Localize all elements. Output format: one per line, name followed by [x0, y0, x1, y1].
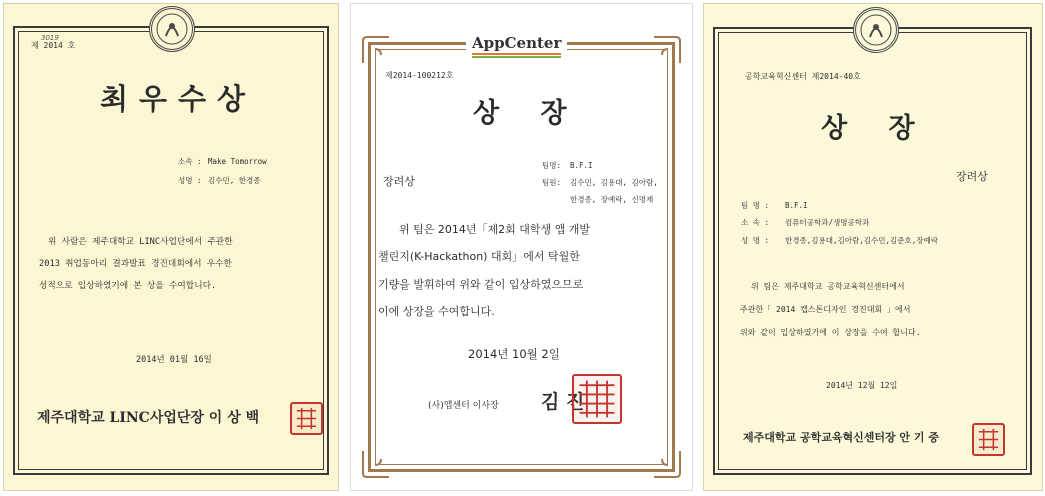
- serial-number: 공학교육혁신센터 제2014-40호: [745, 72, 861, 81]
- award-date: 2014년 12월 12일: [826, 381, 898, 390]
- name-value: 한경종,김용대,김아람,김수민,김준호,장예락: [785, 236, 938, 245]
- official-seal-stamp: [972, 423, 1005, 456]
- issuer-signature: 제주대학교 LINC사업단장 이 상 백: [37, 410, 260, 426]
- affiliation-label: 소 속 :: [741, 218, 770, 227]
- members-value: 김수민, 김용대, 김아람,: [570, 178, 658, 187]
- members-value: 한경종, 장예락, 신명재: [570, 195, 654, 204]
- serial-number: 제 2014 호: [31, 41, 76, 50]
- name-label: 성명 :: [178, 176, 202, 185]
- name-value: 김수민, 한경종: [208, 176, 261, 185]
- certificate-title: 상 장: [473, 98, 583, 129]
- serial-handwritten: 3019: [41, 34, 59, 42]
- body-line: 성적으로 입상하였기에 본 상을 수여합니다.: [39, 281, 217, 291]
- logo-underline-green: [472, 56, 561, 58]
- award-date: 2014년 10월 2일: [468, 347, 560, 361]
- serial-number: 제2014-100212호: [385, 71, 454, 80]
- affiliation-label: 소속 :: [178, 157, 202, 166]
- logo-text: AppCenter: [472, 34, 562, 52]
- body-line: 챌린지(K-Hackathon) 대회」에서 탁월한: [378, 250, 580, 263]
- certificate-title: 상 장: [821, 113, 931, 144]
- corner-ornament-icon: [652, 449, 682, 479]
- official-seal-stamp: [290, 402, 323, 435]
- body-line: 위 팀은 제주대학교 공학교육혁신센터에서: [751, 282, 905, 291]
- team-label: 팀 명 :: [741, 201, 770, 210]
- certificate-border: [713, 27, 1032, 475]
- team-label: 팀명:: [542, 161, 562, 170]
- name-label: 성 명 :: [741, 236, 770, 245]
- award-name: 장려상: [956, 170, 988, 183]
- certificate-appcenter: [350, 3, 693, 491]
- award-name: 장려상: [383, 175, 415, 188]
- issuer-name: 김 진: [541, 391, 585, 413]
- issuer-organization: (사)앱센터 이사장: [428, 401, 499, 411]
- team-value: B.F.I: [785, 201, 808, 210]
- body-line: 주관한「 2014 캡스톤디자인 경진대회 」에서: [740, 305, 911, 314]
- corner-ornament-icon: [361, 35, 391, 65]
- certificate-capstone: [703, 3, 1043, 491]
- affiliation-value: 컴퓨터공학과/생명공학과: [785, 218, 870, 227]
- university-seal-icon: [149, 6, 195, 52]
- body-line: 2013 취업동아리 결과발표 경진대회에서 우수한: [39, 259, 232, 269]
- body-line: 기량을 발휘하여 위와 같이 입상하였으므로: [378, 278, 584, 291]
- corner-ornament-icon: [361, 449, 391, 479]
- corner-ornament-icon: [652, 35, 682, 65]
- body-line: 위 사람은 제주대학교 LINC사업단에서 주관한: [48, 237, 233, 247]
- members-label: 팀원:: [542, 178, 562, 187]
- issuer-signature: 제주대학교 공학교육혁신센터장 안 기 중: [743, 431, 939, 444]
- logo-underline-orange: [472, 53, 561, 55]
- body-line: 이에 상장을 수여합니다.: [378, 305, 495, 318]
- certificate-excellence: [3, 3, 339, 491]
- body-line: 위와 같이 입상하였기에 이 상장을 수여 합니다.: [740, 328, 921, 337]
- affiliation-value: Make Tomorrow: [208, 157, 267, 166]
- team-value: B.F.I: [570, 161, 593, 170]
- appcenter-logo: [466, 34, 567, 58]
- award-date: 2014년 01월 16일: [136, 355, 212, 365]
- certificate-title: 최우수상: [100, 82, 257, 116]
- body-line: 위 팀은 2014년「제2회 대학생 앱 개발: [399, 223, 590, 236]
- university-seal-icon: [853, 7, 899, 53]
- official-seal-stamp: [572, 374, 622, 424]
